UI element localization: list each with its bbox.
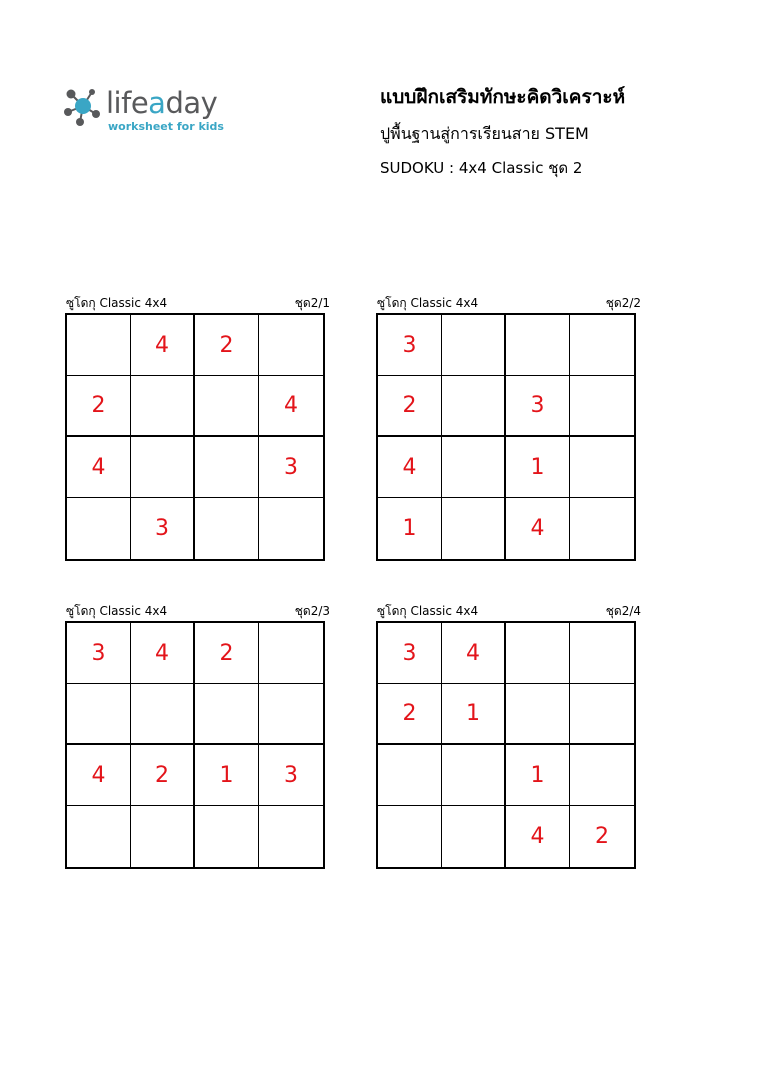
sudoku-cell[interactable]: 3 bbox=[259, 437, 323, 498]
sudoku-cell[interactable] bbox=[131, 376, 195, 437]
sudoku-cell[interactable]: 3 bbox=[378, 623, 442, 684]
sudoku-cell[interactable] bbox=[195, 437, 259, 498]
logo-wordmark: lifeaday bbox=[106, 86, 218, 120]
puzzle-id: ชุด2/3 bbox=[294, 604, 330, 618]
sudoku-grid bbox=[376, 313, 636, 561]
sudoku-puzzle-4 bbox=[376, 604, 642, 869]
puzzle-id: ชุด2/1 bbox=[294, 296, 330, 310]
sudoku-cell[interactable]: 2 bbox=[378, 376, 442, 437]
sudoku-cell[interactable] bbox=[570, 623, 634, 684]
sudoku-cell[interactable] bbox=[67, 315, 131, 376]
sudoku-cell[interactable]: 4 bbox=[67, 745, 131, 806]
puzzle-label: ซูโดกุ Classic 4x4 bbox=[66, 604, 168, 618]
sudoku-cell[interactable]: 3 bbox=[506, 376, 570, 437]
sudoku-cell[interactable] bbox=[442, 315, 506, 376]
sudoku-cell[interactable] bbox=[67, 806, 131, 867]
sudoku-cell[interactable] bbox=[570, 315, 634, 376]
sudoku-cell[interactable]: 2 bbox=[195, 623, 259, 684]
sudoku-cell[interactable] bbox=[259, 498, 323, 559]
sudoku-cell[interactable]: 2 bbox=[67, 376, 131, 437]
logo-tagline: worksheet for kids bbox=[108, 120, 224, 133]
sudoku-cell[interactable] bbox=[506, 684, 570, 745]
sudoku-cell[interactable]: 4 bbox=[442, 623, 506, 684]
sudoku-cell[interactable]: 4 bbox=[131, 623, 195, 684]
sudoku-cell[interactable] bbox=[67, 498, 131, 559]
sudoku-cell[interactable]: 2 bbox=[595, 824, 609, 849]
sudoku-cell[interactable] bbox=[506, 315, 570, 376]
worksheet-header bbox=[380, 84, 625, 178]
puzzle-label: ซูโดกุ Classic 4x4 bbox=[377, 296, 479, 310]
sudoku-cell[interactable]: 2 bbox=[378, 684, 442, 745]
puzzle-label: ซูโดกุ Classic 4x4 bbox=[66, 296, 168, 310]
sudoku-grid bbox=[65, 621, 325, 869]
sudoku-cell[interactable] bbox=[442, 498, 506, 559]
worksheet-title: แบบฝึกเสริมทักษะคิดวิเคราะห์ bbox=[380, 86, 626, 108]
puzzle-id: ชุด2/2 bbox=[605, 296, 641, 310]
sudoku-cell[interactable] bbox=[131, 806, 195, 867]
sudoku-cell[interactable]: 2 bbox=[131, 745, 195, 806]
sudoku-cell[interactable]: 1 bbox=[506, 745, 570, 806]
sudoku-cell[interactable]: 3 bbox=[131, 498, 195, 559]
sudoku-cell[interactable]: 4 bbox=[506, 806, 570, 867]
sudoku-cell[interactable] bbox=[259, 684, 323, 745]
logo bbox=[62, 84, 262, 140]
worksheet-set: SUDOKU : 4x4 Classic ชุด 2 bbox=[380, 159, 583, 177]
sudoku-cell[interactable] bbox=[570, 498, 634, 559]
sudoku-cell[interactable] bbox=[442, 806, 506, 867]
sudoku-cell[interactable]: 2 bbox=[195, 315, 259, 376]
sudoku-cell[interactable] bbox=[195, 376, 259, 437]
sudoku-cell[interactable] bbox=[570, 745, 634, 806]
sudoku-cell[interactable] bbox=[131, 684, 195, 745]
sudoku-cell[interactable] bbox=[442, 745, 506, 806]
sudoku-cell[interactable]: 4 bbox=[378, 437, 442, 498]
sudoku-cell[interactable]: 3 bbox=[67, 623, 131, 684]
sudoku-cell[interactable]: 4 bbox=[506, 498, 570, 559]
sudoku-cell[interactable] bbox=[195, 684, 259, 745]
sudoku-cell[interactable]: 4 bbox=[259, 376, 323, 437]
sudoku-cell[interactable] bbox=[378, 745, 442, 806]
sudoku-cell[interactable] bbox=[259, 806, 323, 867]
sudoku-cell[interactable] bbox=[378, 806, 442, 867]
sudoku-grid bbox=[376, 621, 636, 869]
sudoku-cell[interactable]: 4 bbox=[131, 315, 195, 376]
sudoku-cell[interactable] bbox=[442, 376, 506, 437]
sudoku-puzzle-3 bbox=[65, 604, 331, 869]
sudoku-cell[interactable]: 1 bbox=[442, 684, 506, 745]
sudoku-cell[interactable] bbox=[570, 684, 634, 745]
sudoku-cell[interactable] bbox=[67, 684, 131, 745]
puzzle-id: ชุด2/4 bbox=[605, 604, 641, 618]
sudoku-cell[interactable] bbox=[442, 437, 506, 498]
sudoku-cell[interactable]: 1 bbox=[195, 745, 259, 806]
sudoku-cell[interactable]: 3 bbox=[259, 745, 323, 806]
sudoku-cell[interactable] bbox=[259, 315, 323, 376]
sudoku-cell[interactable] bbox=[195, 498, 259, 559]
molecule-icon bbox=[62, 84, 104, 128]
puzzle-label: ซูโดกุ Classic 4x4 bbox=[377, 604, 479, 618]
sudoku-cell[interactable]: 1 bbox=[378, 498, 442, 559]
sudoku-cell[interactable] bbox=[570, 376, 634, 437]
worksheet-subtitle: ปูพื้นฐานสู่การเรียนสาย STEM bbox=[380, 124, 589, 143]
sudoku-cell[interactable]: 3 bbox=[378, 315, 442, 376]
sudoku-cell[interactable]: 4 bbox=[67, 437, 131, 498]
sudoku-cell[interactable] bbox=[259, 623, 323, 684]
sudoku-grid bbox=[65, 313, 325, 561]
sudoku-cell[interactable] bbox=[506, 623, 570, 684]
sudoku-cell[interactable]: 1 bbox=[506, 437, 570, 498]
sudoku-cell[interactable] bbox=[570, 437, 634, 498]
sudoku-puzzle-1 bbox=[65, 296, 331, 561]
sudoku-cell[interactable] bbox=[195, 806, 259, 867]
sudoku-puzzle-2 bbox=[376, 296, 642, 561]
sudoku-cell[interactable] bbox=[131, 437, 195, 498]
